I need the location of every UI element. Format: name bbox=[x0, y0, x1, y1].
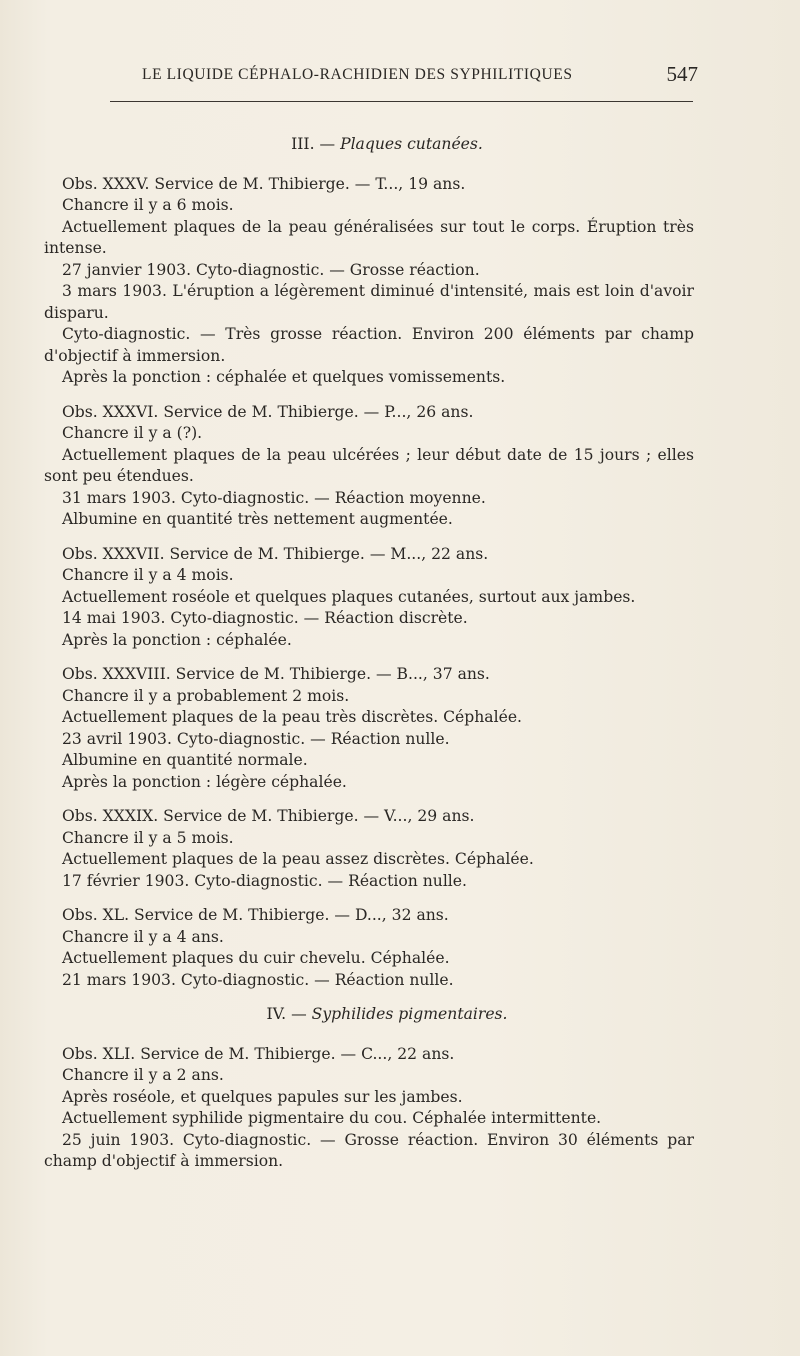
observation-line: 23 avril 1903. Cyto-diagnostic. — Réaction nulle. bbox=[62, 729, 450, 748]
observation-line: Albumine en quantité très nettement augmentée. bbox=[62, 510, 453, 528]
observation-header: Obs. XXXVII. Service de M. Thibierge. — M..., 22 ans. bbox=[62, 544, 489, 563]
section-heading: Plaques cutanées. bbox=[340, 135, 483, 153]
observation-line: Actuellement plaques de la peau très discrètes. Céphalée. bbox=[62, 708, 523, 726]
observation-line: 14 mai 1903. Cyto-diagnostic. — Réaction discrète. bbox=[62, 609, 468, 627]
observation-line: Après roséole, et quelques papules sur les jambes. bbox=[62, 1087, 463, 1106]
observation-41 bbox=[44, 1044, 694, 1173]
observation-line: Après la ponction : légère céphalée. bbox=[62, 772, 347, 791]
observation-line: 3 mars 1903. L'éruption a légèrement diminué d'intensité, mais est loin d'avoir disparu. bbox=[44, 282, 694, 322]
observation-line: Chancre il y a 4 mois. bbox=[62, 566, 234, 584]
section-title-plaques-cutanees bbox=[44, 134, 694, 156]
header-rule bbox=[110, 101, 693, 102]
section-title-syphilides-pigmentaires bbox=[44, 1004, 694, 1026]
observation-35 bbox=[44, 174, 694, 389]
observation-line: Chancre il y a 4 ans. bbox=[62, 927, 224, 946]
running-title: LE LIQUIDE CÉPHALO-RACHIDIEN DES SYPHILITIQUES bbox=[142, 66, 573, 83]
observation-line: Actuellement roséole et quelques plaques cutanées, surtout aux jambes. bbox=[62, 587, 636, 606]
observation-line: Chancre il y a 2 ans. bbox=[62, 1066, 224, 1084]
observation-header: Obs. XL. Service de M. Thibierge. — D..., 32 ans. bbox=[62, 906, 449, 924]
observation-line: Après la ponction : céphalée. bbox=[62, 630, 292, 649]
observation-line: Actuellement plaques de la peau généralisées sur tout le corps. Éruption très intense. bbox=[44, 217, 694, 257]
observation-header: Obs. XXXVI. Service de M. Thibierge. — P..., 26 ans. bbox=[62, 402, 474, 421]
observation-header: Obs. XXXVIII. Service de M. Thibierge. — B..., 37 ans. bbox=[62, 665, 490, 683]
observation-40 bbox=[44, 905, 694, 991]
page-number: 547 bbox=[666, 62, 698, 86]
observation-line: 25 juin 1903. Cyto-diagnostic. — Grosse réaction. Environ 30 éléments par champ d'objectif à immersion. bbox=[44, 1130, 694, 1170]
observation-line: Chancre il y a 5 mois. bbox=[62, 828, 234, 847]
observation-line: Cyto-diagnostic. — Très grosse réaction. Environ 200 éléments par champ d'objectif à immersion. bbox=[44, 325, 694, 365]
page-body bbox=[44, 134, 694, 1186]
observation-line: Chancre il y a 6 mois. bbox=[62, 196, 234, 214]
observation-line: Actuellement plaques de la peau ulcérées ; leur début date de 15 jours ; elles sont peu étendues. bbox=[44, 445, 694, 485]
observation-36 bbox=[44, 402, 694, 531]
observation-line: 27 janvier 1903. Cyto-diagnostic. — Grosse réaction. bbox=[62, 260, 480, 279]
observation-37 bbox=[44, 544, 694, 652]
observation-line: Actuellement plaques du cuir chevelu. Céphalée. bbox=[62, 949, 450, 967]
observation-line: 17 février 1903. Cyto-diagnostic. — Réaction nulle. bbox=[62, 871, 467, 890]
observation-line: Après la ponction : céphalée et quelques vomissements. bbox=[62, 368, 506, 386]
observation-line: 21 mars 1903. Cyto-diagnostic. — Réaction nulle. bbox=[62, 970, 454, 989]
observation-header: Obs. XXXIX. Service de M. Thibierge. — V..., 29 ans. bbox=[62, 807, 475, 825]
observation-line: Actuellement plaques de la peau assez discrètes. Céphalée. bbox=[62, 850, 534, 868]
observation-line: Chancre il y a probablement 2 mois. bbox=[62, 686, 350, 705]
section-number: III. — bbox=[291, 135, 336, 153]
section-heading: Syphilides pigmentaires. bbox=[311, 1005, 508, 1023]
observation-header: Obs. XLI. Service de M. Thibierge. — C..., 22 ans. bbox=[62, 1044, 455, 1063]
observation-line: 31 mars 1903. Cyto-diagnostic. — Réaction moyenne. bbox=[62, 488, 486, 507]
observation-38 bbox=[44, 664, 694, 793]
observation-header: Obs. XXXV. Service de M. Thibierge. — T..., 19 ans. bbox=[62, 174, 466, 193]
page-header bbox=[110, 64, 698, 90]
section-number: IV. — bbox=[266, 1005, 307, 1023]
observation-line: Albumine en quantité normale. bbox=[62, 751, 308, 769]
observation-39 bbox=[44, 806, 694, 892]
observation-line: Chancre il y a (?). bbox=[62, 424, 203, 442]
observation-line: Actuellement syphilide pigmentaire du cou. Céphalée intermittente. bbox=[62, 1109, 602, 1127]
